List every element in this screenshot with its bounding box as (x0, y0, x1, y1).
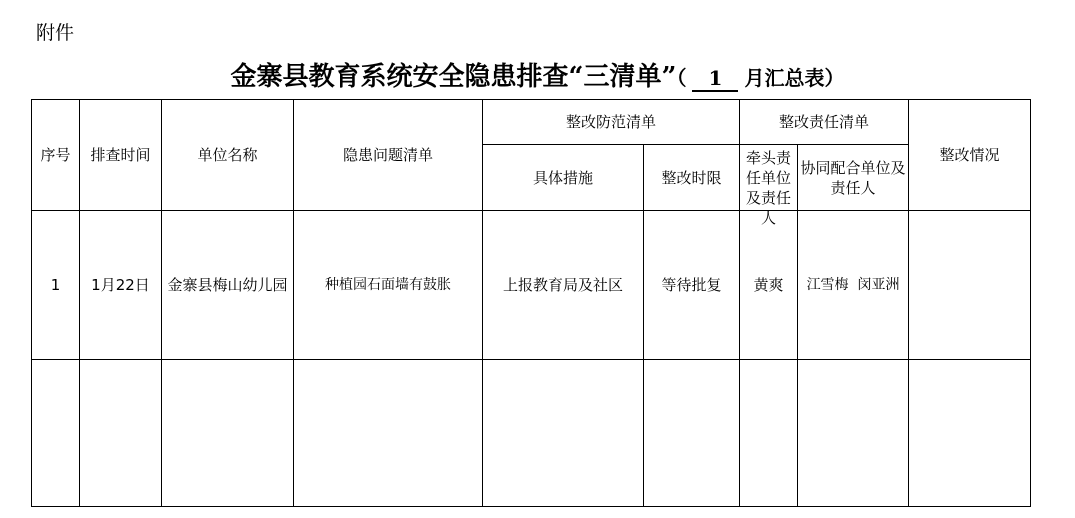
header-measures: 具体措施 (483, 145, 644, 211)
cell-lead (740, 360, 798, 507)
header-unit: 单位名称 (162, 100, 294, 211)
cell-lead: 黄爽 (740, 211, 798, 360)
table-row (32, 211, 1031, 360)
table-row (32, 360, 1031, 507)
header-status: 整改情况 (909, 100, 1031, 211)
header-prevention: 整改防范清单 (483, 100, 740, 145)
cell-deadline (644, 360, 740, 507)
cell-seq (32, 360, 80, 507)
cell-measures (483, 360, 644, 507)
page-title (0, 56, 1075, 93)
title-main: 金寨县教育系统安全隐患排查“三清单” (230, 62, 677, 92)
cell-unit: 金寨县梅山幼儿园 (162, 211, 294, 360)
header-row-1 (32, 100, 1031, 145)
cell-time: 1月22日 (80, 211, 162, 360)
attachment-label: 附件 (36, 22, 75, 44)
header-lead-cell (740, 145, 798, 227)
cell-issue (294, 360, 483, 507)
cell-measures: 上报教育局及社区 (483, 211, 644, 360)
header-responsibility: 整改责任清单 (740, 100, 909, 145)
cell-assist: 江雪梅 闵亚洲 (798, 211, 909, 360)
title-suffix: 月汇总表） (744, 66, 845, 90)
cell-time (80, 360, 162, 507)
header-assist: 协同配合单位及责任人 (800, 158, 906, 197)
title-paren-open: （ (676, 66, 687, 90)
header-seq: 序号 (32, 100, 80, 211)
header-lead: 牵头责任单位及责任人 (746, 148, 792, 227)
header-time: 排查时间 (80, 100, 162, 211)
cell-status (909, 211, 1031, 360)
cell-seq: 1 (32, 211, 80, 360)
title-month: 1 (692, 66, 738, 92)
cell-assist (798, 360, 909, 507)
header-issue: 隐患问题清单 (294, 100, 483, 211)
summary-table (31, 99, 1031, 507)
header-assist-cell (798, 145, 909, 211)
cell-status (909, 360, 1031, 507)
cell-unit (162, 360, 294, 507)
header-deadline: 整改时限 (644, 145, 740, 211)
cell-issue: 种植园石面墙有鼓胀 (294, 211, 483, 360)
cell-deadline: 等待批复 (644, 211, 740, 360)
